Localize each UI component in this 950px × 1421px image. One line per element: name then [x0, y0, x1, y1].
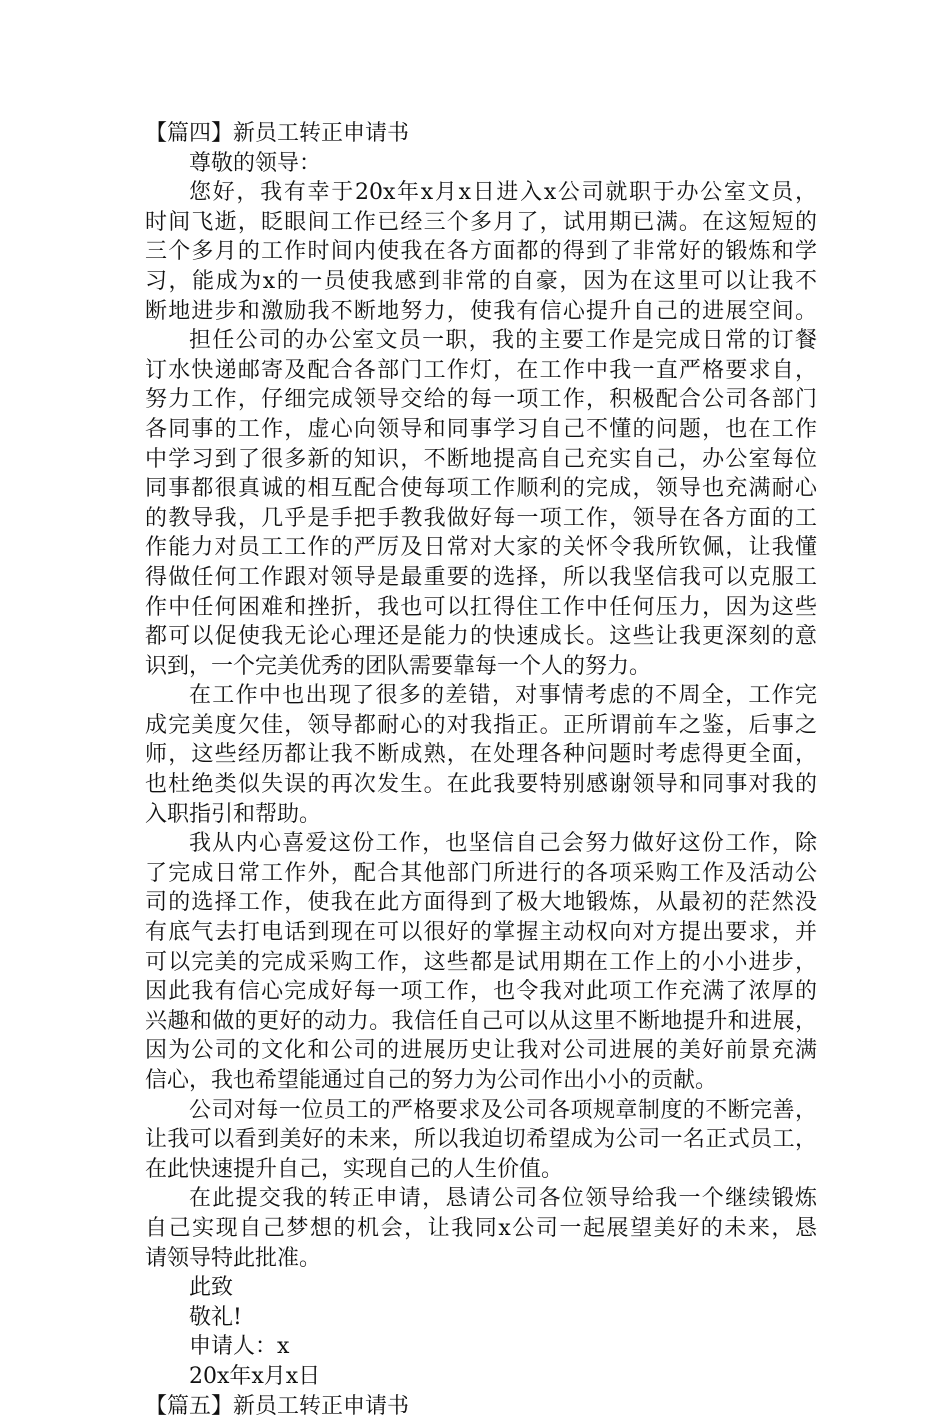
- paragraph-line: 请领导特此批准。: [145, 1245, 322, 1271]
- paragraph-line: 在此快速提升自己，实现自己的人生价值。: [145, 1156, 564, 1182]
- paragraph-line: 可以完美的完成采购工作，这些都是试用期在工作上的小小进步，: [145, 949, 817, 975]
- paragraph-line: 有底气去打电话到现在可以很好的掌握主动权向对方提出要求，并: [145, 920, 817, 946]
- document-body: [145, 119, 817, 1421]
- paragraph-line: 因为公司的文化和公司的进展历史让我对公司进展的美好前景充满: [145, 1038, 817, 1064]
- paragraph-line: 作中任何困难和挫折，我也可以扛得住工作中任何压力，因为这些: [145, 594, 817, 620]
- paragraph-line: 敬礼!: [189, 1304, 242, 1330]
- paragraph-line: 入职指引和帮助。: [145, 801, 322, 827]
- paragraph-line: 公司对每一位员工的严格要求及公司各项规章制度的不断完善，: [189, 1097, 817, 1123]
- paragraph-line: 三个多月的工作时间内使我在各方面都的得到了非常好的锻炼和学: [145, 239, 817, 265]
- paragraph-line: 在此提交我的转正申请，恳请公司各位领导给我一个继续锻炼: [189, 1186, 817, 1212]
- section-heading: 【篇五】新员工转正申请书: [145, 1393, 410, 1419]
- paragraph-line: 师，这些经历都让我不断成熟，在处理各种问题时考虑得更全面，: [145, 742, 817, 768]
- paragraph-line: 断地进步和激励我不断地努力，使我有信心提升自己的进展空间。: [145, 298, 817, 324]
- paragraph-line: 成完美度欠佳，领导都耐心的对我指正。正所谓前车之鉴，后事之: [145, 712, 817, 738]
- paragraph-line: 此致: [189, 1275, 234, 1301]
- paragraph-line: 习，能成为x的一员使我感到非常的自豪，因为在这里可以让我不: [145, 268, 817, 294]
- paragraph-line: 识到，一个完美优秀的团队需要靠每一个人的努力。: [145, 653, 652, 679]
- paragraph-line: 努力工作，仔细完成领导交给的每一项工作，积极配合公司各部门: [145, 387, 817, 413]
- paragraph-line: 订水快递邮寄及配合各部门工作灯，在工作中我一直严格要求自，: [145, 357, 817, 383]
- paragraph-line: 担任公司的办公室文员一职，我的主要工作是完成日常的订餐: [189, 328, 817, 354]
- paragraph-line: 了完成日常工作外，配合其他部门所进行的各项采购工作及活动公: [145, 860, 817, 886]
- paragraph-line: 作能力对员工工作的严厉及日常对大家的关怀令我所钦佩，让我懂: [145, 535, 817, 561]
- paragraph-line: 在工作中也出现了很多的差错，对事情考虑的不周全，工作完: [189, 683, 817, 709]
- paragraph-line: 20x年x月x日: [189, 1363, 321, 1389]
- paragraph-line: 同事都很真诚的相互配合使每项工作顺利的完成，领导也充满耐心: [145, 476, 817, 502]
- paragraph-line: 我从内心喜爱这份工作，也坚信自己会努力做好这份工作，除: [189, 831, 817, 857]
- paragraph-line: 自己实现自己梦想的机会，让我同x公司一起展望美好的未来，恳: [145, 1215, 817, 1241]
- paragraph-line: 得做任何工作跟对领导是最重要的选择，所以我坚信我可以克服工: [145, 564, 817, 590]
- section-heading: 【篇四】新员工转正申请书: [145, 121, 410, 146]
- paragraph-line: 司的选择工作，使我在此方面得到了极大地锻炼，从最初的茫然没: [145, 890, 817, 916]
- paragraph-line: 兴趣和做的更好的动力。我信任自己可以从这里不断地提升和进展，: [145, 1008, 817, 1034]
- paragraph-line: 尊敬的领导：: [189, 150, 322, 176]
- paragraph-line: 各同事的工作，虚心向领导和同事学习自己不懂的问题，也在工作: [145, 416, 817, 442]
- paragraph-line: 您好，我有幸于20x年x月x日进入x公司就职于办公室文员，: [189, 180, 817, 206]
- paragraph-line: 也杜绝类似失误的再次发生。在此我要特别感谢领导和同事对我的: [145, 772, 817, 798]
- paragraph-line: 都可以促使我无论心理还是能力的快速成长。这些让我更深刻的意: [145, 624, 817, 650]
- paragraph-line: 让我可以看到美好的未来，所以我迫切希望成为公司一名正式员工，: [145, 1127, 817, 1153]
- paragraph-line: 中学习到了很多新的知识，不断地提高自己充实自己，办公室每位: [145, 446, 817, 472]
- paragraph-line: 申请人：x: [189, 1334, 290, 1360]
- paragraph-line: 时间飞逝，眨眼间工作已经三个多月了，试用期已满。在这短短的: [145, 209, 817, 235]
- paragraph-line: 因此我有信心完成好每一项工作，也令我对此项工作充满了浓厚的: [145, 979, 817, 1005]
- paragraph-line: 的教导我，几乎是手把手教我做好每一项工作，领导在各方面的工: [145, 505, 817, 531]
- paragraph-line: 信心，我也希望能通过自己的努力为公司作出小小的贡献。: [145, 1068, 718, 1093]
